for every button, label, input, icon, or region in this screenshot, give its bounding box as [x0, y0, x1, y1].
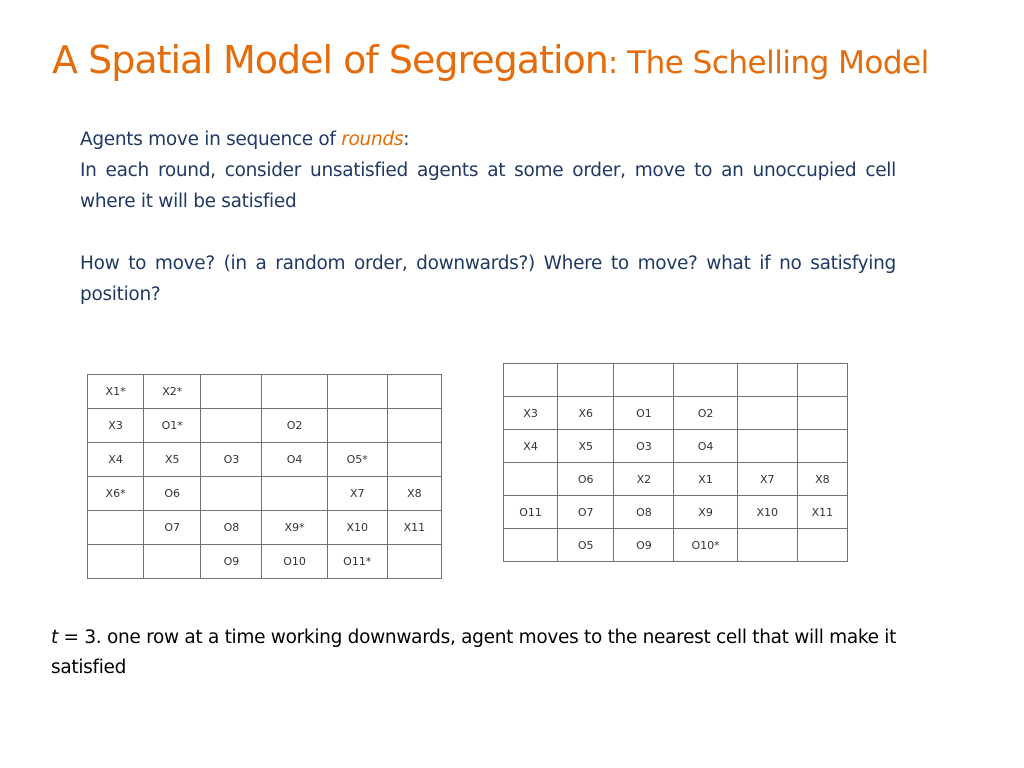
grid-cell: O11 [504, 496, 558, 529]
grid-cell: O4 [674, 430, 737, 463]
grid-cell: X8 [797, 463, 847, 496]
grid-cell [797, 430, 847, 463]
caption [51, 623, 971, 683]
grid-cell: X10 [737, 496, 797, 529]
title-subtitle: : The Schelling Model [607, 45, 929, 81]
grid-cell: X6* [88, 477, 144, 511]
grid-cell: O6 [558, 463, 614, 496]
caption-text: = 3. one row at a time working downwards, agent moves to the nearest cell that will make it satisfied [51, 627, 897, 678]
grid-cell [797, 397, 847, 430]
round-description: In each round, consider unsatisfied agents at some order, move to an unoccupied cell where it will be satisfied [80, 160, 896, 212]
grid-cell [674, 364, 737, 397]
grid-after [503, 363, 848, 562]
grid-cell [737, 529, 797, 562]
grid-cell [387, 375, 441, 409]
how-to-move-question: How to move? (in a random order, downwards?) Where to move? what if no satisfying position? [80, 253, 896, 305]
grid-cell [144, 545, 201, 579]
grid-cell: O9 [614, 529, 674, 562]
rounds-line-suffix: : [403, 129, 410, 150]
grid-cell: X8 [387, 477, 441, 511]
grid-cell [88, 545, 144, 579]
grid-cell: O7 [144, 511, 201, 545]
grid-cell [737, 397, 797, 430]
body-text [80, 124, 896, 310]
grid-cell [88, 511, 144, 545]
grid-cell: O3 [614, 430, 674, 463]
grid-cell [797, 529, 847, 562]
grid-cell: O5 [558, 529, 614, 562]
grid-cell: X4 [88, 443, 144, 477]
grid-row [504, 364, 848, 397]
slide-title [52, 40, 929, 82]
grid-cell: X2 [614, 463, 674, 496]
grid-cell [201, 409, 262, 443]
grid-row [504, 496, 848, 529]
grid-cell: X4 [504, 430, 558, 463]
grid-cell: O1* [144, 409, 201, 443]
grid-cell [504, 529, 558, 562]
grid-cell [737, 364, 797, 397]
grid-cell: X3 [88, 409, 144, 443]
grid-row [88, 409, 442, 443]
grid-cell: O2 [674, 397, 737, 430]
grid-cell [797, 364, 847, 397]
grid-row [504, 430, 848, 463]
grid-cell [201, 375, 262, 409]
grid-cell [262, 477, 327, 511]
grid-cell [614, 364, 674, 397]
grid-cell [387, 443, 441, 477]
grid-cell: O2 [262, 409, 327, 443]
grid-cell: X5 [558, 430, 614, 463]
grid-cell: O7 [558, 496, 614, 529]
grid-cell: X7 [327, 477, 387, 511]
grid-cell: X9* [262, 511, 327, 545]
grid-cell: O3 [201, 443, 262, 477]
grid-cell [737, 430, 797, 463]
grid-row [504, 397, 848, 430]
grid-cell: X9 [674, 496, 737, 529]
grid-cell: X2* [144, 375, 201, 409]
grid-before-body [88, 375, 442, 579]
grid-cell: X1 [674, 463, 737, 496]
grid-cell: X6 [558, 397, 614, 430]
grid-cell: X11 [797, 496, 847, 529]
caption-t-label: t [51, 627, 58, 648]
grid-cell: O10 [262, 545, 327, 579]
grid-row [88, 545, 442, 579]
grid-cell [387, 409, 441, 443]
grid-cell: O4 [262, 443, 327, 477]
caption-line [51, 623, 971, 683]
grid-row [88, 375, 442, 409]
grid-cell: O11* [327, 545, 387, 579]
grid-cell [504, 364, 558, 397]
grid-cell: X7 [737, 463, 797, 496]
grid-cell: O5* [327, 443, 387, 477]
grid-cell: X1* [88, 375, 144, 409]
grid-cell: O9 [201, 545, 262, 579]
grid-cell: O8 [201, 511, 262, 545]
grid-cell [262, 375, 327, 409]
grid-row [504, 529, 848, 562]
grid-cell: O10* [674, 529, 737, 562]
grid-cell: X3 [504, 397, 558, 430]
grid-row [88, 477, 442, 511]
grid-cell: X11 [387, 511, 441, 545]
grid-before [87, 374, 442, 579]
grid-cell [504, 463, 558, 496]
grid-cell [327, 375, 387, 409]
rounds-line [80, 124, 896, 155]
grid-row [88, 443, 442, 477]
title-main: A Spatial Model of Segregation [52, 38, 608, 82]
grid-cell: O1 [614, 397, 674, 430]
grid-cell: X5 [144, 443, 201, 477]
rounds-emphasis: rounds [341, 129, 404, 150]
grid-cell [327, 409, 387, 443]
grid-row [88, 511, 442, 545]
paragraph-gap [80, 217, 896, 248]
grid-after-body [504, 364, 848, 562]
rounds-line-prefix: Agents move in sequence of [80, 129, 342, 150]
grid-cell [387, 545, 441, 579]
grid-row [504, 463, 848, 496]
grid-cell: O8 [614, 496, 674, 529]
grid-cell: X10 [327, 511, 387, 545]
grid-cell [558, 364, 614, 397]
grid-cell [201, 477, 262, 511]
grid-cell: O6 [144, 477, 201, 511]
